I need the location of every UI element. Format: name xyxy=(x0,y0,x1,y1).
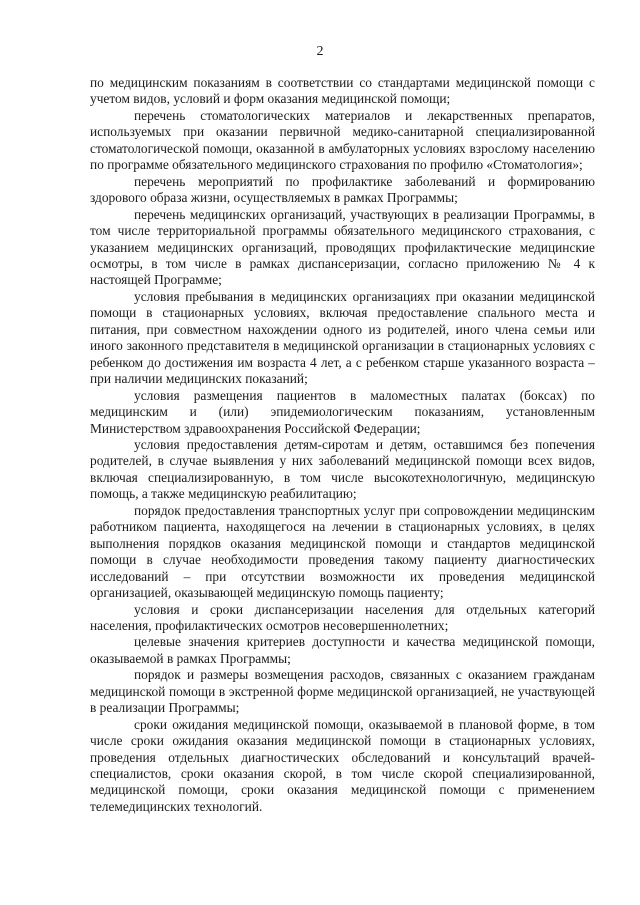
paragraph-dispensarization: условия и сроки диспансеризации населения для отдельных категорий населения, профилактических осмотров несовершеннолетних; xyxy=(90,601,595,633)
paragraph-dental-materials: перечень стоматологических материалов и лекарственных препаратов, используемых при оказании первичной медико-санитарной специализированной стоматологической помощи, оказанной в амбулаторных условиях взрослому населению по программе обязательного медицинского страхования по профилю «Стоматология»; xyxy=(90,107,595,173)
paragraph-prevention-measures: перечень мероприятий по профилактике заболеваний и формированию здорового образа жизни, осуществляемых в рамках Программы; xyxy=(90,173,595,206)
paragraph-reimbursement: порядок и размеры возмещения расходов, связанных с оказанием гражданам медицинской помощи в экстренной форме медицинской организацией, не участвующей в реализации Программы; xyxy=(90,667,595,716)
paragraph-continuation: по медицинским показаниям в соответствии со стандартами медицинской помощи с учетом видов, условий и форм оказания медицинской помощи; xyxy=(90,75,595,107)
paragraph-inpatient-stay-conditions: условия пребывания в медицинских организациях при оказании медицинской помощи в стационарных условиях, включая предоставление спального места и питания, при совместном нахождении одного из родителей, иного члена семьи или иного законного представителя в медицинской организации в стационарных условиях с ребенком до достижения им возраста 4 лет, а с ребенком старше указанного возраста – при наличии медицинских показаний; xyxy=(90,288,595,387)
paragraph-transport-services: порядок предоставления транспортных услуг при сопровождении медицинским работником пациента, находящегося на лечении в стационарных условиях, в целях выполнения порядков оказания медицинской помощи и стандартов медицинской помощи в случае необходимости проведения такому пациенту диагностических исследований – при отсутствии возможности их проведения медицинской организацией, оказывающей медицинскую помощь пациенту; xyxy=(90,502,595,601)
paragraph-small-wards: условия размещения пациентов в маломестных палатах (боксах) по медицинским и (или) эпидемиологическим показаниям, установленным Министерством здравоохранения Российской Федерации; xyxy=(90,387,595,436)
paragraph-orphans-care: условия предоставления детям-сиротам и детям, оставшимся без попечения родителей, в случае выявления у них заболеваний медицинской помощи всех видов, включая специализированную, в том числе высокотехнологичную, медицинскую помощь, а также медицинскую реабилитацию; xyxy=(90,436,595,502)
paragraph-waiting-times: сроки ожидания медицинской помощи, оказываемой в плановой форме, в том числе сроки ожидания оказания медицинской помощи в стационарных условиях, проведения отдельных диагностических обследований и консультаций врачей-специалистов, сроки оказания скорой, в том числе скорой специализированной, медицинской помощи, сроки оказания медицинской помощи с применением телемедицинских технологий. xyxy=(90,716,595,814)
page-number: 2 xyxy=(316,44,324,59)
paragraph-quality-criteria: целевые значения критериев доступности и качества медицинской помощи, оказываемой в рамках Программы; xyxy=(90,634,595,666)
paragraph-medical-organizations: перечень медицинских организаций, участвующих в реализации Программы, в том числе территориальной программы обязательного медицинского страхования, с указанием медицинских организаций, проводящих профилактические медицинские осмотры, в том числе в рамках диспансеризации, согласно приложению № 4 к настоящей Программе; xyxy=(90,206,595,288)
document-body xyxy=(90,75,595,815)
